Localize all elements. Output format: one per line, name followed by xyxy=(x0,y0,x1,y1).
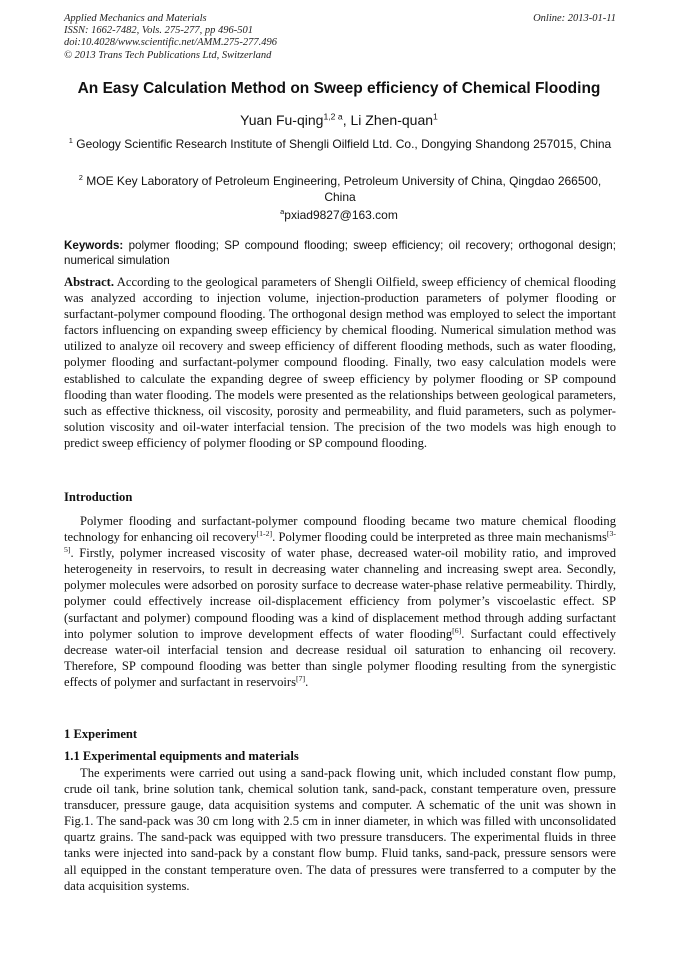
citation[interactable]: [3-5] xyxy=(64,528,616,554)
affiliation-text: MOE Key Laboratory of Petroleum Engineering, Petroleum University of China, Qingdao 266500, China xyxy=(86,174,602,204)
introduction-heading: Introduction xyxy=(64,490,133,504)
abstract-label: Abstract. xyxy=(64,275,115,289)
online-date: Online: 2013-01-11 xyxy=(533,13,616,24)
affiliation-text: Geology Scientific Research Institute of Shengli Oilfield Ltd. Co., Dongying Shandong 257015, China xyxy=(76,137,612,151)
affiliation-number: 1 xyxy=(68,136,73,145)
issn-line: ISSN: 1662-7482, Vols. 275-277, pp 496-501 xyxy=(64,25,253,37)
keywords xyxy=(64,238,616,269)
email-mark: a xyxy=(280,207,285,216)
affiliation-number: 2 xyxy=(78,173,83,182)
intro-text: . Surfactant could effectively decrease water-oil interfacial tension and decrease residual oil saturation to enhancing oil recovery. Therefore, SP compound flooding was better than single polymer flooding resulting from the synergistic effects of polymer and surfactant in reservoirs xyxy=(64,626,617,689)
experiment-subheading: 1.1 Experimental equipments and materials xyxy=(64,749,299,763)
copyright-line: © 2013 Trans Tech Publications Ltd, Switzerland xyxy=(64,49,272,61)
email-line xyxy=(30,208,648,222)
intro-text: Polymer flooding and surfactant-polymer compound flooding became two mature chemical flooding technology for enhancing oil recovery xyxy=(64,514,616,545)
journal-name: Applied Mechanics and Materials xyxy=(64,13,207,24)
paper-title: An Easy Calculation Method on Sweep efficiency of Chemical Flooding xyxy=(77,80,601,97)
citation[interactable]: [6] xyxy=(452,625,462,635)
experiment-heading: 1 Experiment xyxy=(64,727,138,741)
introduction-paragraph xyxy=(64,513,616,690)
intro-text: . Polymer flooding could be interpreted as three main mechanisms xyxy=(272,530,607,545)
author-name: Li Zhen-quan xyxy=(350,112,434,128)
experiment-paragraph: The experiments were carried out using a sand-pack flowing unit, which included constant flow pump, crude oil tank, brine solution tank, chemical solution tank, sand-pack, constant temperature oven, pressure transducer, pressure gauge, data acquisition systems and computer. A schematic of the unit was shown in Fig.1. The sand-pack was 30 cm long with 2.5 cm in inner diameter, in which was filled with unconsolidated quartz grains. The sand-pack was equipped with two pressure transducers. The experimental fluids in three tanks were injected into sand-pack by a constant flow bump. Fluid tanks, sand-pack, pressure sensors were all equipped in the constant temperature oven. The data of pressures were transferred to a computer by the data acquisition systems. xyxy=(64,766,616,893)
author-separator: , xyxy=(342,112,351,128)
abstract-text: According to the geological parameters of Shengli Oilfield, sweep efficiency of chemical flooding was analyzed according to injection volume, injection-production parameters of polymer flooding or surfactant-polymer compound flooding. The orthogonal design method was employed to select the important factors influencing on expanding sweep efficiency by chemical flooding. Numerical simulation method was utilized to analyze oil recovery and sweep efficiency of different flooding methods, such as water flooding, polymer flooding and surfactant-polymer compound flooding. Finally, two easy calculation models were established to calculate the expanding degree of sweep efficiency by polymer flooding or SP compound flooding than water flooding. The models were presented as the relationships between geological parameters, such as effective thickness, oil viscosity, porosity and permeability, and fluid parameters, such as polymer-solution viscosity and oil-water interfacial tension. The precision of the two models was high enough to predict sweep efficiency of polymer flooding or SP compound flooding. xyxy=(64,275,616,450)
journal-header xyxy=(64,13,616,62)
intro-text: . Firstly, polymer increased viscosity of water phase, decreased water-oil mobility ratio, and improved heterogeneity in reservoirs, to result in decreasing water channeling and increasing swept area. Secondly, polymer molecules were adsorbed on porosity surface to decrease water-phase relative permeability. Thirdly, polymer could effectively increase oil-displacement efficiency from polymer’s viscoelastic effect. SP (surfactant and polymer) compound flooding was a kind of displacement method through adding surfactant into polymer solution to improve development effects of water flooding xyxy=(64,546,616,641)
author-line xyxy=(30,112,648,128)
keywords-text: polymer flooding; SP compound flooding; sweep efficiency; oil recovery; orthogonal design; numerical simulation xyxy=(64,239,616,268)
author-affil-mark: 1 xyxy=(433,111,438,122)
keywords-label: Keywords: xyxy=(64,239,124,252)
abstract xyxy=(64,274,616,451)
affiliation-2 xyxy=(64,173,616,205)
author-affil-mark: 1,2 a xyxy=(323,111,343,122)
doi-line[interactable]: doi:10.4028/www.scientific.net/AMM.275-277.496 xyxy=(64,37,277,49)
affiliation-1 xyxy=(64,136,616,152)
intro-text: . xyxy=(305,674,309,689)
author-name: Yuan Fu-qing xyxy=(240,112,324,128)
email-address[interactable]: pxiad9827@163.com xyxy=(284,208,398,222)
citation[interactable]: [1-2] xyxy=(256,528,273,538)
citation[interactable]: [7] xyxy=(295,673,306,683)
